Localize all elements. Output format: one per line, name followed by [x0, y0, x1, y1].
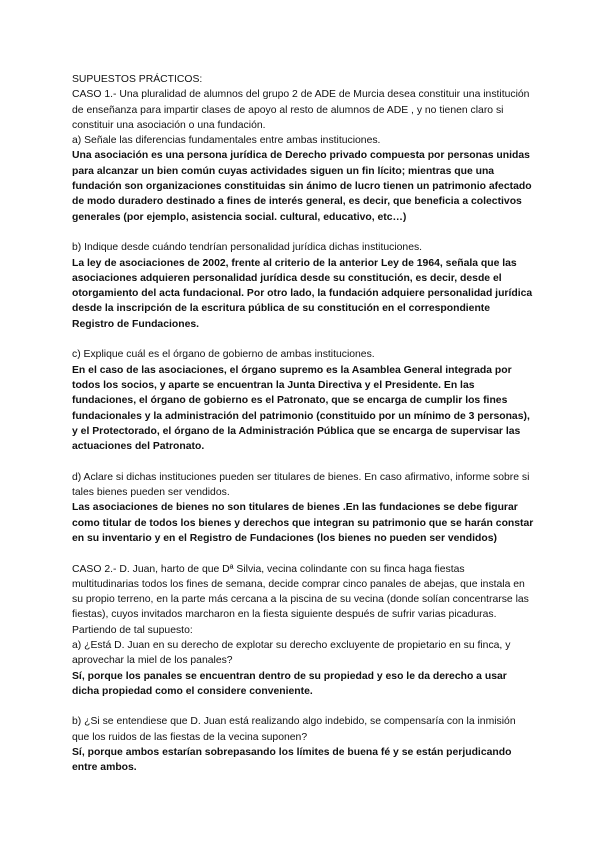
answer-1a: Una asociación es una persona jurídica de Derecho privado compuesta por personas unidas para alcanzar un bien común cuyas actividades siguen un fin lícito; mientras que una fundación son organizaciones constituidas sin ánimo de lucro tienen un patrimonio afectado de modo duradero destinado a fines de interés general, es decir, que beneficia a colectivos generales (por ejemplo, asistencia social. cultural, educativo, etc…) [72, 150, 532, 223]
document-title: SUPUESTOS PRÁCTICOS: [72, 74, 203, 85]
caso-2-section [72, 562, 534, 776]
paragraph-spacer [72, 454, 534, 469]
paragraph-spacer [72, 699, 534, 714]
document-page [72, 72, 534, 776]
question-2b: b) ¿Si se entendiese que D. Juan está realizando algo indebido, se compensaría con la inmisión que los ruidos de las fiestas de la vecina suponen? [72, 716, 516, 743]
caso-1-section [72, 87, 534, 561]
answer-2a: Sí, porque los panales se encuentran dentro de su propiedad y eso le da derecho a usar dicha propiedad como el considere conveniente. [72, 670, 507, 697]
answer-1b: La ley de asociaciones de 2002, frente al criterio de la anterior Ley de 1964, señala que las asociaciones adquieren personalidad jurídica desde su constitución, es decir, desde el otorgamiento del acta fundacional. Por otro lado, la fundación adquiere personalidad jurídica desde la inscripción de la escritura pública de su constitución en el correspondiente Registro de Fundaciones. [72, 257, 533, 330]
question-1c: c) Explique cuál es el órgano de gobierno de ambas instituciones. [72, 349, 375, 361]
question-1d: d) Aclare si dichas instituciones pueden ser titulares de bienes. En caso afirmativo, informe sobre si tales bienes pueden ser vendidos. [72, 471, 530, 499]
paragraph-spacer [72, 332, 534, 347]
question-2a: a) ¿Está D. Juan en su derecho de explotar su derecho excluyente de propietario en su finca, y aprovechar la miel de los panales? [72, 639, 511, 667]
caso-1-intro: CASO 1.- Una pluralidad de alumnos del grupo 2 de ADE de Murcia desea constituir una institución de enseñanza para impartir clases de apoyo al resto de alumnos de ADE , y no tienen claro si constituir una asociación o una fundación. [72, 89, 530, 131]
paragraph-spacer [72, 225, 534, 240]
answer-2b: Sí, porque ambos estarían sobrepasando los límites de buena fé y se están perjudicando entre ambos. [72, 747, 512, 774]
caso-2-intro: CASO 2.- D. Juan, harto de que Dª Silvia, vecina colindante con su finca haga fiestas multitudinarias todos los fines de semana, decide comprar cinco panales de abejas, que instala en su propio terreno, en la parte más cercana a la piscina de su vecina (donde solían concentrarse las fiestas), cuyos invitados marcharon en la fiesta siguiente después de sufrir varias picaduras. Partiendo de tal supuesto: [72, 563, 529, 636]
answer-1d: Las asociaciones de bienes no son titulares de bienes .En las fundaciones se debe figurar como titular de todos los bienes y derechos que integran su patrimonio que se harán constar en su inventario y en el Registro de Fundaciones (los bienes no pueden ser vendidos) [72, 502, 534, 544]
question-1b: b) Indique desde cuándo tendrían personalidad jurídica dichas instituciones. [72, 242, 423, 254]
question-1a: a) Señale las diferencias fundamentales entre ambas instituciones. [72, 135, 381, 147]
paragraph-spacer [72, 546, 534, 561]
answer-1c: En el caso de las asociaciones, el órgano supremo es la Asamblea General integrada por todos los socios, y aparte se encuentran la Junta Directiva y el Presidente. En las fundaciones, el órgano de gobierno es el Patronato, que se encarga de cumplir los fines fundacionales y la administración del patrimonio (constituido por un mínimo de 3 personas), y el Protectorado, el órgano de la Administración Pública que se encarga de supervisar las actuaciones del Patronato. [72, 364, 530, 453]
